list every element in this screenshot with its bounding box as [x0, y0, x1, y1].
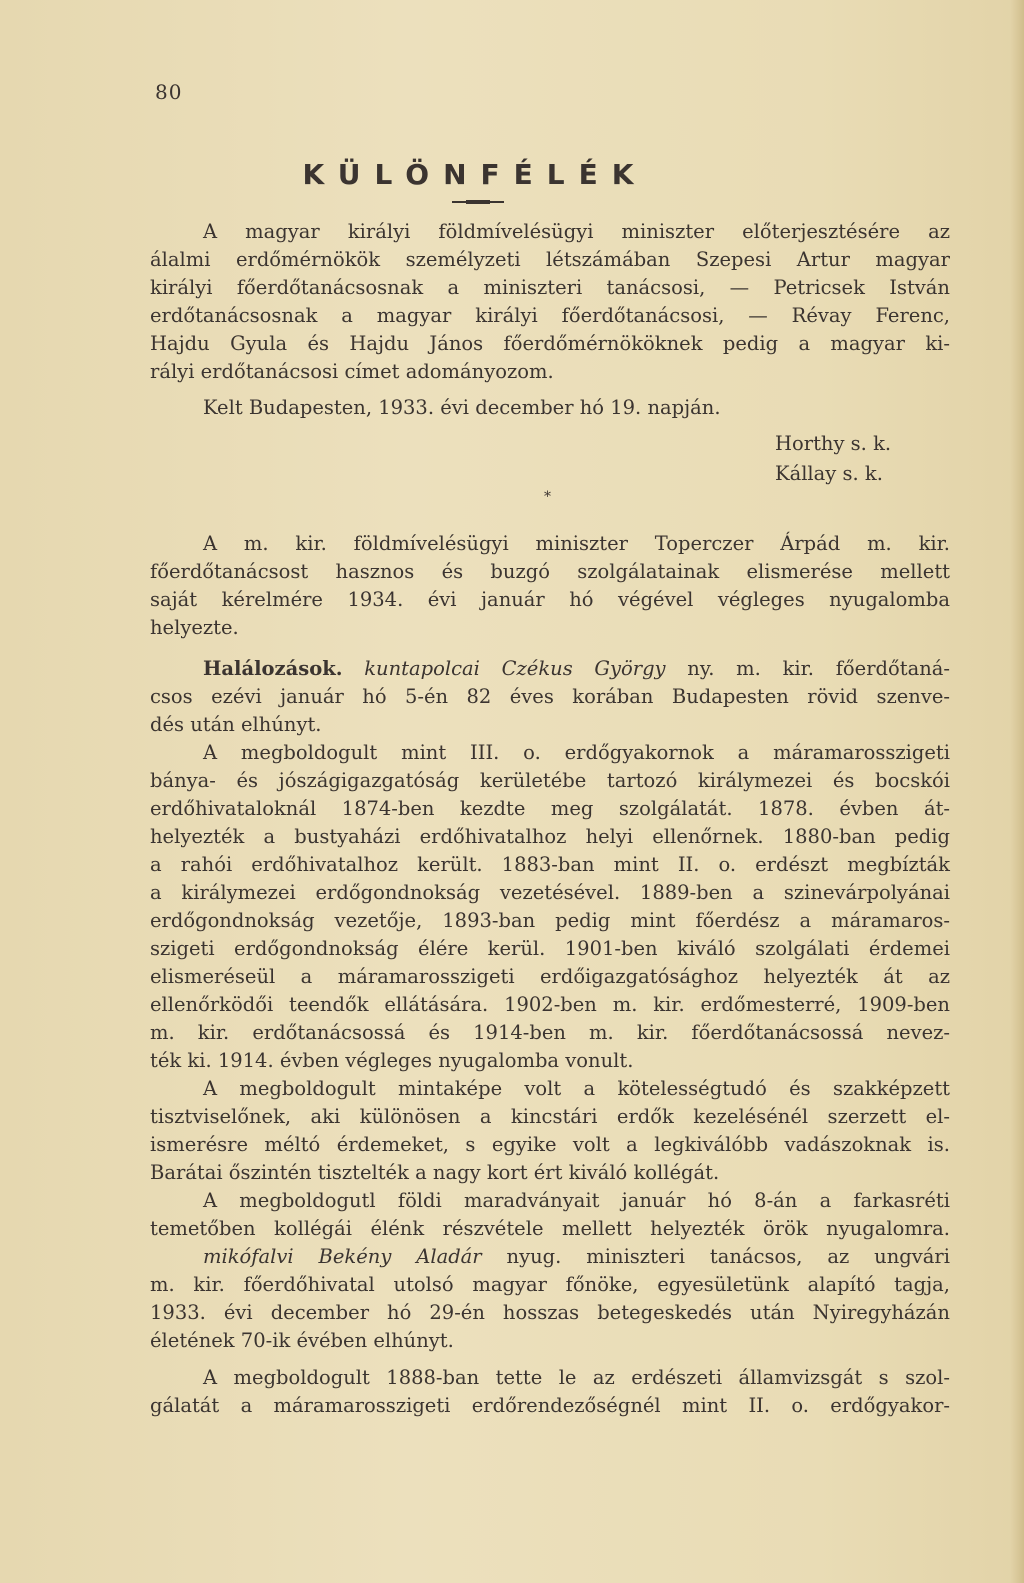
body-line: helyezték a bustyaházi erdőhivatalhoz helyi ellenőrnek. 1880-ban pedig — [150, 825, 950, 848]
separator-star: * — [544, 489, 551, 505]
deaths-heading: Halálozások. — [203, 657, 343, 680]
page-number: 80 — [155, 80, 183, 104]
body-line: Barátai őszintén tisztelték a nagy kort ért kiváló kollégát. — [150, 1161, 720, 1184]
body-line: A megboldogult mint III. o. erdőgyakornok a máramarosszigeti — [203, 741, 950, 764]
body-line: ellenőrködői teendők ellátására. 1902-ben m. kir. erdőmesterré, 1909-ben — [150, 993, 950, 1016]
signature: Kállay s. k. — [775, 462, 883, 485]
body-line: ték ki. 1914. évben végleges nyugalomba vonult. — [150, 1049, 634, 1072]
title-rule — [452, 201, 504, 203]
deceased-name: kuntapolcai Czékus György — [364, 657, 666, 680]
second-line: életének 70-ik évében elhúnyt. — [150, 1329, 454, 1352]
retirement-line: főerdőtanácsost hasznos és buzgó szolgálatainak elismerése mellett — [150, 560, 950, 583]
decree-line: Hajdu Gyula és Hajdu János főerdőmérnököknek pedig a magyar ki- — [150, 332, 950, 355]
body-line: szigeti erdőgondnokság élére kerül. 1901-ben kiváló szolgálati érdemei — [150, 937, 950, 960]
body-line: erdőgondnokság vezetője, 1893-ban pedig mint főerdész a máramaros- — [150, 909, 950, 932]
deaths-first-line — [203, 655, 950, 683]
page-edge-shadow — [1010, 0, 1024, 1583]
body-line: m. kir. erdőtanácsossá és 1914-ben m. kir. főerdőtanácsossá nevez- — [150, 1021, 950, 1044]
body-line: A megboldogult mintaképe volt a kötelességtudó és szakképzett — [203, 1077, 950, 1100]
decree-line: rályi erdőtanácsosi címet adományozom. — [150, 360, 554, 383]
body-line: csos ezévi január hó 5-én 82 éves korában Budapesten rövid szenve- — [150, 685, 950, 708]
date-line: Kelt Budapesten, 1933. évi december hó 19. napján. — [203, 396, 721, 419]
body-line: A megboldogutl földi maradványait január hó 8-án a farkasréti — [203, 1189, 950, 1212]
second-line: gálatát a máramarosszigeti erdőrendezőségnél mint II. o. erdőgyakor- — [150, 1394, 950, 1417]
second-line: m. kir. főerdőhivatal utolsó magyar főnöke, egyesületünk alapító tagja, — [150, 1273, 950, 1296]
second-first-line-rest: nyug. miniszteri tanácsos, az ungvári — [506, 1245, 950, 1268]
second-line: 1933. évi december hó 29-én hosszas betegeskedés után Nyiregyházán — [150, 1301, 950, 1324]
body-line: erdőhivataloknál 1874-ben kezdte meg szolgálatát. 1878. évben át- — [150, 797, 950, 820]
decree-line: álalmi erdőmérnökök személyzeti létszámában Szepesi Artur magyar — [150, 248, 950, 271]
body-line: a rahói erdőhivatalhoz került. 1883-ban mint II. o. erdészt megbízták — [150, 853, 950, 876]
decree-line: erdőtanácsosnak a magyar királyi főerdőtanácsosi, — Révay Ferenc, — [150, 304, 950, 327]
body-line: bánya- és jószágigazgatóság kerületébe tartozó királymezei és bocskói — [150, 769, 950, 792]
deaths-first-line-rest: ny. m. kir. főerdőtaná- — [687, 657, 950, 680]
retirement-line: helyezte. — [150, 616, 239, 639]
body-line: tisztviselőnek, aki különösen a kincstári erdők kezelésénél szerzett el- — [150, 1105, 950, 1128]
body-line: temetőben kollégái élénk részvétele mellett helyezték örök nyugalomra. — [150, 1217, 950, 1240]
section-title: KÜLÖNFÉLÉK — [302, 158, 648, 191]
retirement-line: A m. kir. földmívelésügyi miniszter Toperczer Árpád m. kir. — [203, 532, 950, 555]
body-line: elismeréseül a máramarosszigeti erdőigazgatósághoz helyezték át az — [150, 965, 950, 988]
decree-line: királyi főerdőtanácsosnak a miniszteri tanácsosi, — Petricsek István — [150, 276, 950, 299]
body-line: ismerésre méltó érdemeket, s egyike volt a legkiválóbb vadászoknak is. — [150, 1133, 950, 1156]
second-line: A megboldogult 1888-ban tette le az erdészeti államvizsgát s szol- — [203, 1366, 950, 1389]
second-deceased-name: mikófalvi Bekény Aladár — [203, 1245, 482, 1268]
signature: Horthy s. k. — [775, 432, 892, 455]
decree-line: A magyar királyi földmívelésügyi miniszter előterjesztésére az — [203, 220, 950, 243]
retirement-line: saját kérelmére 1934. évi január hó végével végleges nyugalomba — [150, 588, 950, 611]
second-first-line — [203, 1243, 950, 1271]
body-line: dés után elhúnyt. — [150, 713, 322, 736]
body-line: a királymezei erdőgondnokság vezetésével. 1889-ben a szinevárpolyánai — [150, 881, 950, 904]
